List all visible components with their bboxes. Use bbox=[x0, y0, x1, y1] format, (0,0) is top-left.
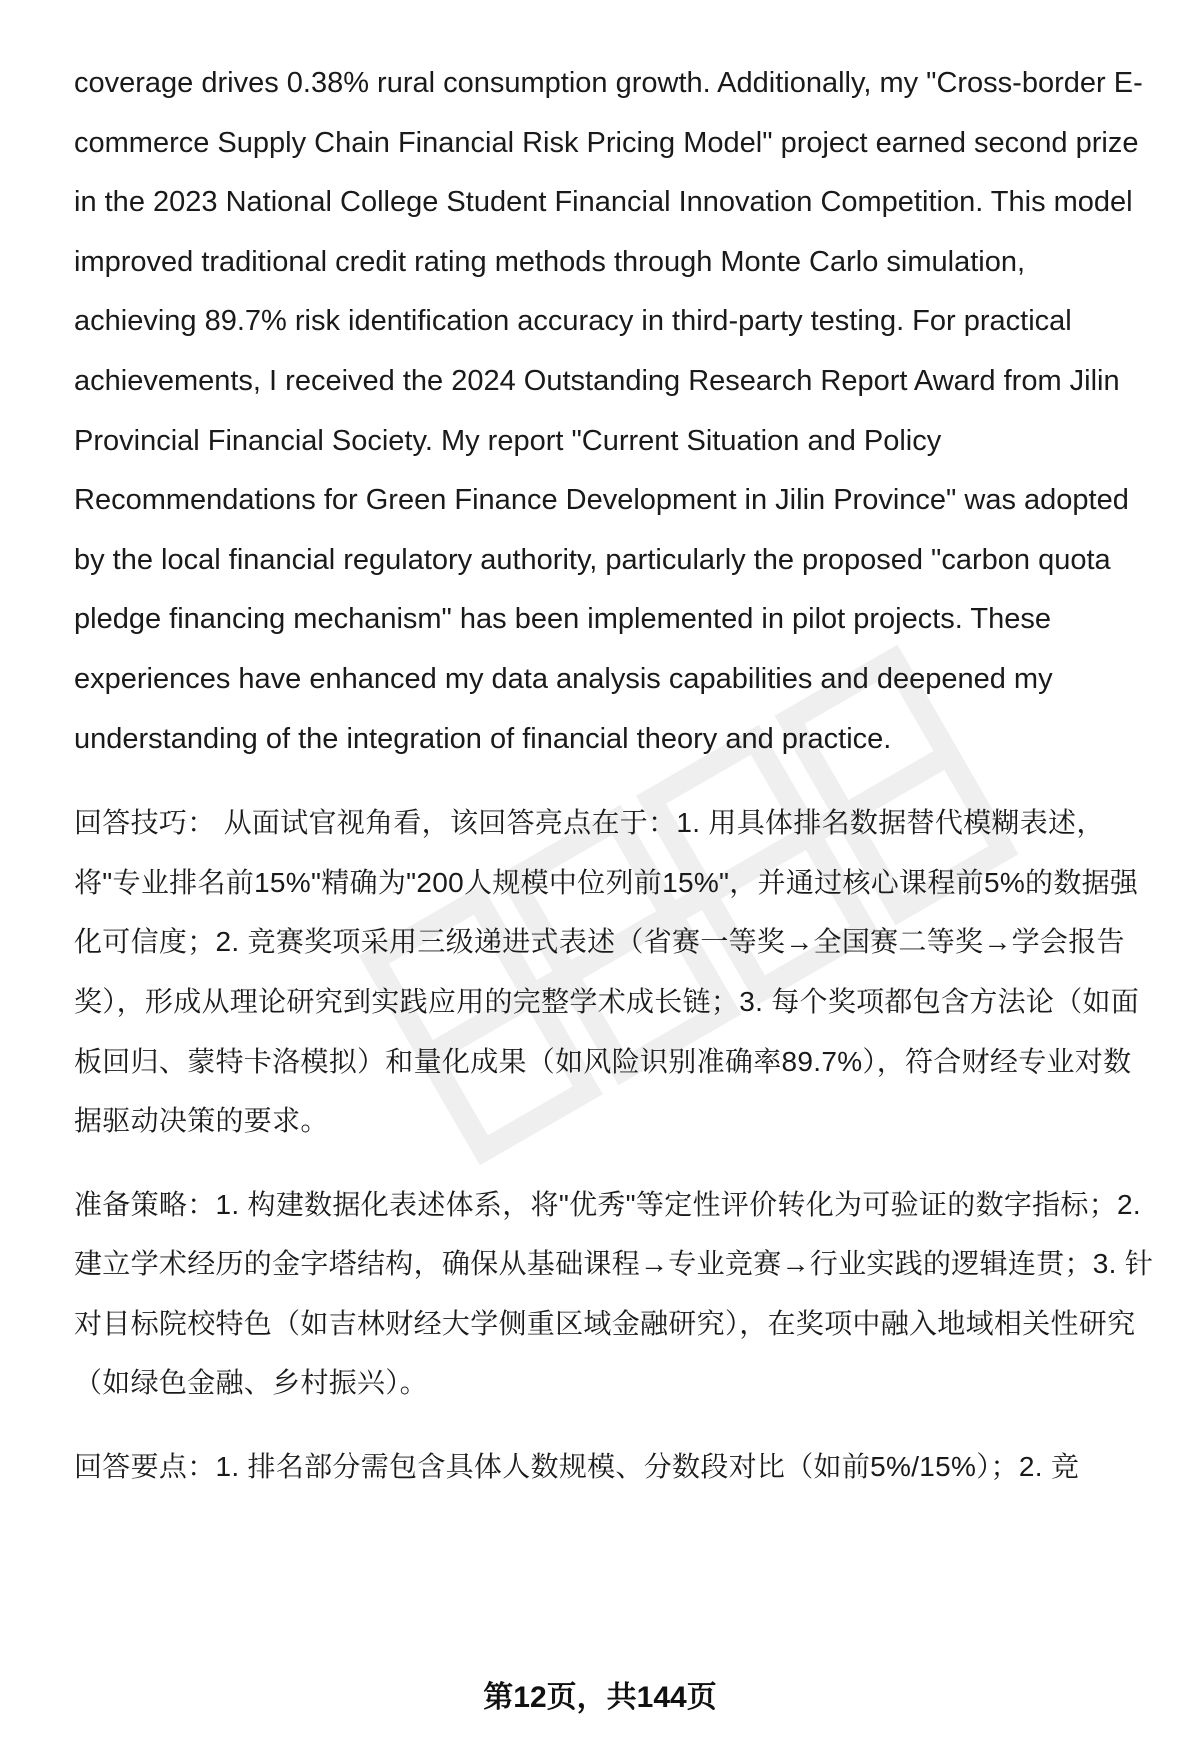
preparation-strategy-paragraph: 准备策略：1. 构建数据化表述体系，将"优秀"等定性评价转化为可验证的数字指标；2. 建立学术经历的金字塔结构，确保从基础课程→专业竞赛→行业实践的逻辑连贯；3. 针对目标院校特色（如吉林财经大学侧重区域金融研究），在奖项中融入地域相关性研究（如绿色金融、乡村振兴）。 bbox=[74, 1188, 1154, 1399]
page-number-footer: 第12页，共144页 bbox=[483, 1681, 717, 1714]
english-paragraph: coverage drives 0.38% rural consumption growth. Additionally, my "Cross-border E-commerce Supply Chain Financial Risk Pricing Model" project earned second prize in the 2023 National College Student Financial Innovation Competition. This model improved traditional credit rating methods through Monte Carlo simulation, achieving 89.7% risk identification accuracy in third-party testing. For practical achievements, I received the 2024 Outstanding Research Report Award from Jilin Provincial Financial Society. My report "Current Situation and Policy Recommendations for Green Finance Development in Jilin Province" was adopted by the local financial regulatory authority, particularly the proposed "carbon quota pledge financing mechanism" has been implemented in pilot projects. These experiences have enhanced my data analysis capabilities and deepened my understanding of the integration of financial theory and practice. bbox=[74, 67, 1143, 755]
answer-tips-paragraph: 回答技巧： 从面试官视角看，该回答亮点在于：1. 用具体排名数据替代模糊表述，将"专业排名前15%"精确为"200人规模中位列前15%"，并通过核心课程前5%的数据强化可信度；2. 竞赛奖项采用三级递进式表述（省赛一等奖→全国赛二等奖→学会报告奖），形成从理论研究到实践应用的完整学术成长链；3. 每个奖项都包含方法论（如面板回归、蒙特卡洛模拟）和量化成果（如风险识别准确率89.7%），符合财经专业对数据驱动决策的要求。 bbox=[74, 807, 1140, 1137]
answer-points-paragraph: 回答要点：1. 排名部分需包含具体人数规模、分数段对比（如前5%/15%）；2. 竞 bbox=[74, 1451, 1080, 1483]
document-body bbox=[74, 54, 1154, 1497]
